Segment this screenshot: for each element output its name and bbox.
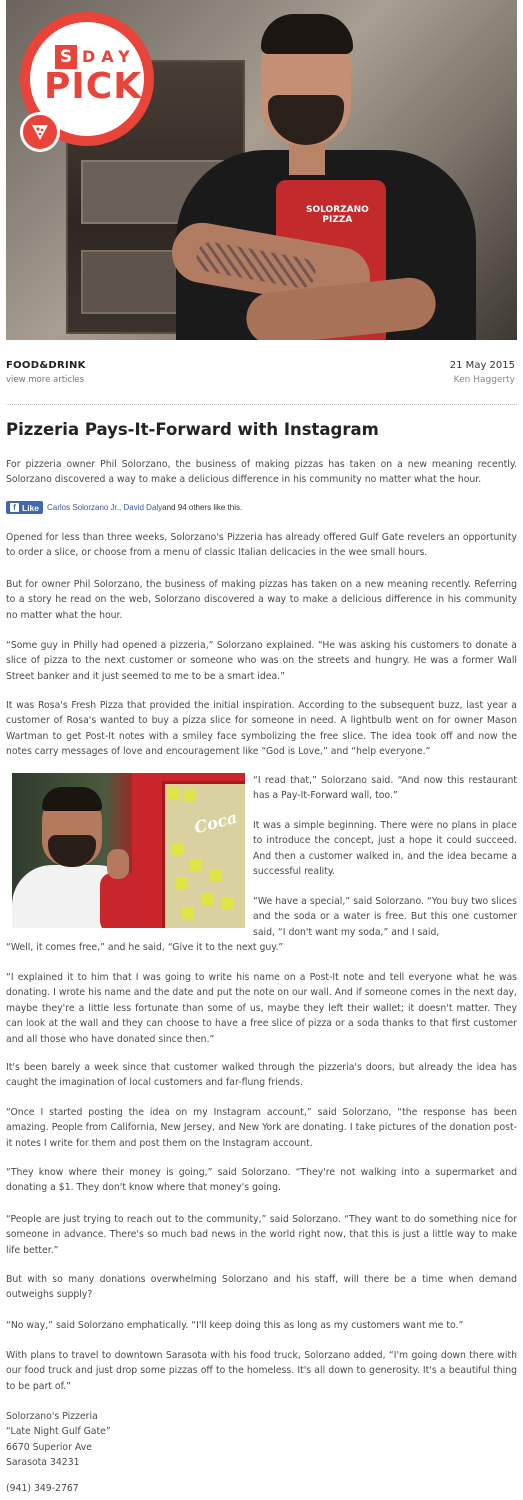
paragraph-13: But with so many donations overwhelming Solorzano and his staff, will there be a time when demand outweighs supply? [6,1274,517,1301]
man-hair [42,787,102,811]
post-it-note [210,869,222,881]
chef-hair [261,14,353,54]
business-name: Solorzano's Pizzeria [6,1411,98,1422]
paragraph-12: “People are just trying to reach out to the community,” said Solorzano. “They want to do something nice for someone in advance. There's so much bad news in the world right now, that this is just a little way to make life better.” [6,1214,517,1256]
post-it-note [182,907,194,919]
badge-s-letter: S [55,45,77,69]
post-it-note [176,877,188,889]
man-sleeve [100,873,140,928]
article-meta-right [450,360,515,385]
hero-photo [6,0,517,340]
paragraph-15: With plans to travel to downtown Sarasota with his food truck, Solorzano added, “I'm going down there with our food truck and just drop some pizzas off to the homeless. It's all down to generosity. It's a beautiful thing to be part of.” [6,1350,517,1392]
facebook-like-label: Like [22,502,40,513]
apron-logo-line2: PIZZA [322,215,353,225]
meta-divider [6,404,517,405]
facebook-like-button[interactable] [6,501,43,514]
author-name: Ken Haggerty [453,375,515,385]
paragraph-8: “I explained it to him that I was going to write his name on a Post-It note and tell everyone what he was donating. I wrote his name and the date and put the note on our wall. And if someone comes in the next day, maybe they're a little less fortunate than some of us, maybe they left their wallet; it doesn't matter. They can look at the wall and they can choose to have a free slice of pizza or a soda thanks to that first customer and all those who have donated since then.” [6,972,517,1045]
paragraph-10: “Once I started posting the idea on my Instagram account,” said Solorzano, “the response has been amazing. People from California, New Jersey, and New York are donating. I take pictures of the donation post-it notes I write for them and post them on the Instagram account. [6,1107,517,1149]
paragraph-2: But for owner Phil Solorzano, the business of making pizzas has taken on a new meaning recently. Referring to a story he read on the web, Solorzano discovered a way to make a delicious difference in his community no matter what the hour. [6,579,517,621]
publish-date: 21 May 2015 [449,360,515,371]
apron-logo [306,205,369,225]
article-meta-left [6,360,86,385]
business-phone: (941) 349-2767 [6,1483,79,1494]
apron-logo-line1: SOLORZANO [306,205,369,215]
paragraph-5: “I read that,” Solorzano said. “And now this restaurant has a Pay-It-Forward wall, too.” [253,775,517,802]
paragraph-14: “No way,” said Solorzano emphatically. “I'll keep doing this as long as my customers want me to.” [6,1320,464,1331]
facebook-friends-link[interactable]: Carlos Solorzano Jr., David Daly [47,503,163,512]
business-street: 6670 Superior Ave [6,1441,92,1453]
paragraph-7a: “We have a special,” said Solorzano. “You buy two slices and the soda or a water is free. But this one customer said, “I don't want my soda,” and I said, [253,896,517,938]
facebook-like-count: and 94 others like this. [162,503,243,512]
inset-photo [12,773,245,928]
post-it-note [172,843,184,855]
pizza-slice-icon [20,112,60,152]
category-label: FOOD&DRINK [6,360,86,371]
view-more-articles-link[interactable]: view more articles [6,375,85,385]
facebook-like-row [6,501,242,514]
article-intro: For pizzeria owner Phil Solorzano, the business of making pizzas has taken on a new meaning recently. Solorzano discovered a way to make a delicious difference in his community no matter what the hour. [6,459,517,486]
facebook-icon: f [10,503,19,512]
paragraph-3: “Some guy in Philly had opened a pizzeria,” Solorzano explained. “He was asking his customers to donate a slice of pizza to the next customer or someone who was on the streets and hungry. He was a former Wall Street banker and it just seemed to me to be a smart idea.” [6,640,517,682]
badge-day-text: DAY [82,47,136,66]
article-headline: Pizzeria Pays-It-Forward with Instagram [6,420,379,439]
business-tagline: “Late Night Gulf Gate” [6,1426,111,1438]
paragraph-11: “They know where their money is going,” said Solorzano. “They're not walking into a supermarket and donating a $1. They don't know where that money's going. [6,1167,517,1194]
badge-pick-text: PICK [44,66,143,107]
coke-logo: Coca [192,807,240,838]
post-it-note [202,893,214,905]
business-city: Sarasota 34231 [6,1457,80,1469]
post-it-note [184,789,196,801]
paragraph-7b: “Well, it comes free,” and he said, “Give it to the next guy.” [6,942,284,953]
paragraph-6: It was a simple beginning. There were no plans in place to introduce the concept, just a hope it could succeed. And then a customer walked in, and the idea became a successful reality. [253,820,517,878]
paragraph-4: It was Rosa's Fresh Pizza that provided the initial inspiration. According to the subsequent buzz, last year a customer of Rosa's wanted to buy a pizza slice for someone in need. A lightbulb went on for owner Mason Wartman to get Post-It notes with a smiley face symbolizing the free slice. The idea took off and now the notes carry messages of love and encouragement like “God is Love,” and “help everyone.” [6,700,517,758]
post-it-note [168,787,180,799]
sday-pick-badge [20,12,154,146]
business-address [6,1409,111,1471]
post-it-note [222,897,234,909]
paragraph-9: It's been barely a week since that customer walked through the pizzeria's doors, but already the idea has caught the imagination of local customers and far-flung friends. [6,1062,517,1089]
paragraph-1: Opened for less than three weeks, Solorzano's Pizzeria has already offered Gulf Gate revelers an opportunity to order a slice, or choose from a menu of classic Italian delicacies in the wee small hours. [6,532,517,559]
post-it-note [190,859,202,871]
man-hand [107,849,129,879]
